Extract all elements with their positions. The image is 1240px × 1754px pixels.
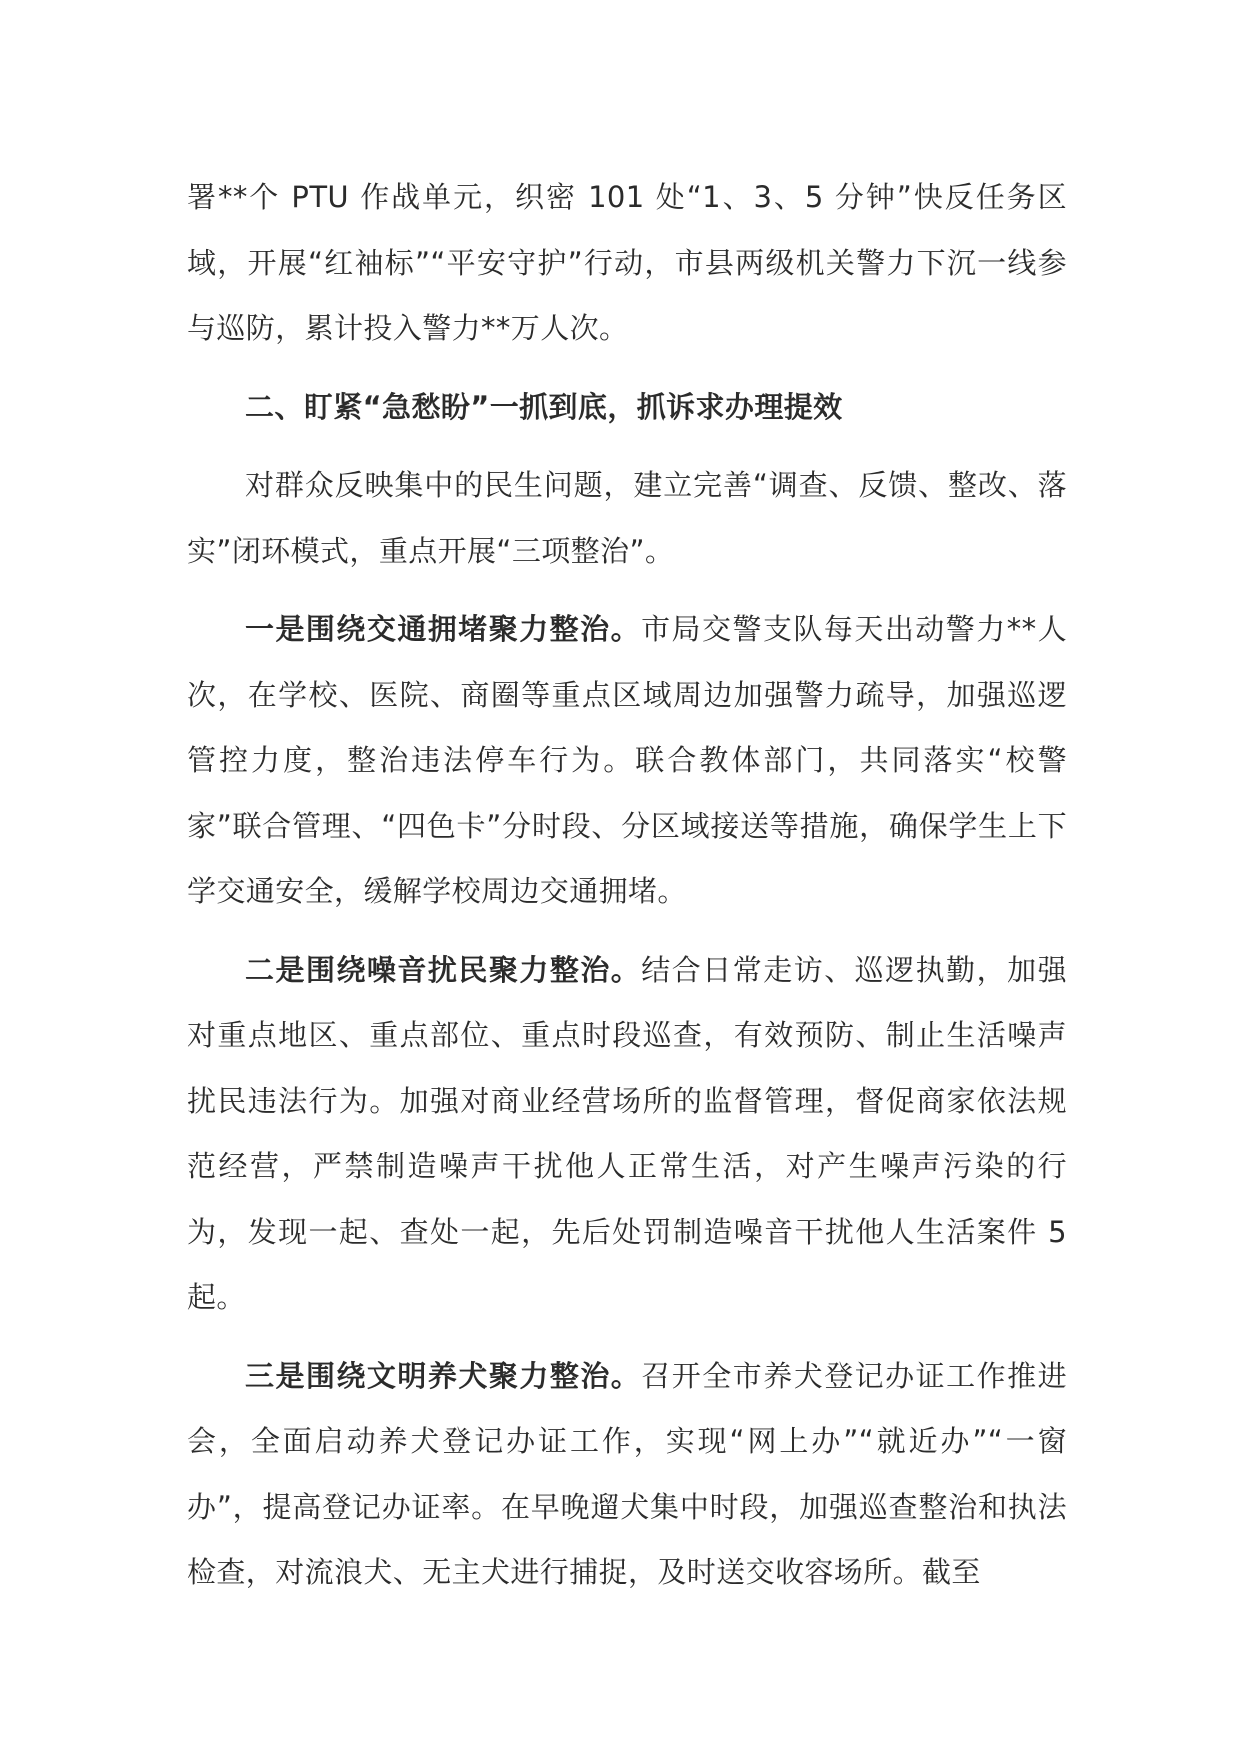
paragraph-text: 市局交警支队每天出动警力**人次，在学校、医院、商圈等重点区域周边加强警力疏导，加强巡逻管控力度，整治违法停车行为。联合教体部门，共同落实“校警家”联合管理、“四色卡”分时段、分区域接送等措施，确保学生上下学交通安全，缓解学校周边交通拥堵。 <box>187 612 1067 908</box>
paragraph-lead: 二是围绕噪音扰民聚力整治。 <box>245 952 642 987</box>
paragraph-continuation <box>187 165 1067 362</box>
document-body <box>187 165 1067 1619</box>
paragraph-text: 对群众反映集中的民生问题，建立完善“调查、反馈、整改、落实”闭环模式，重点开展“三项整治”。 <box>187 468 1067 568</box>
paragraph-noise <box>187 938 1067 1331</box>
paragraph-lead: 一是围绕交通拥堵聚力整治。 <box>245 612 642 646</box>
paragraph-text: 结合日常走访、巡逻执勤，加强对重点地区、重点部位、重点时段巡查，有效预防、制止生活噪声扰民违法行为。加强对商业经营场所的监督管理，督促商家依法规范经营，严禁制造噪声干扰他人正常生活，对产生噪声污染的行为，发现一起、查处一起，先后处罚制造噪音干扰他人生活案件 5 起。 <box>187 952 1067 1314</box>
section-heading-text: 二、盯紧“急愁盼”一抓到底，抓诉求办理提效 <box>245 389 843 424</box>
paragraph-intro <box>187 453 1067 584</box>
paragraph-traffic <box>187 597 1067 925</box>
section-heading <box>187 375 1067 441</box>
paragraph-text: 召开全市养犬登记办证工作推进会，全面启动养犬登记办证工作，实现“网上办”“就近办”“一窗办”，提高登记办证率。在早晚遛犬集中时段，加强巡查整治和执法检查，对流浪犬、无主犬进行捕捉，及时送交收容场所。截至 <box>187 1358 1067 1589</box>
paragraph-lead: 三是围绕文明养犬聚力整治。 <box>245 1358 642 1393</box>
paragraph-text: 署**个 PTU 作战单元，织密 101 处“1、3、5 分钟”快反任务区域，开展“红袖标”“平安守护”行动，市县两级机关警力下沉一线参与巡防，累计投入警力**万人次。 <box>187 180 1067 345</box>
paragraph-dogs <box>187 1344 1067 1606</box>
